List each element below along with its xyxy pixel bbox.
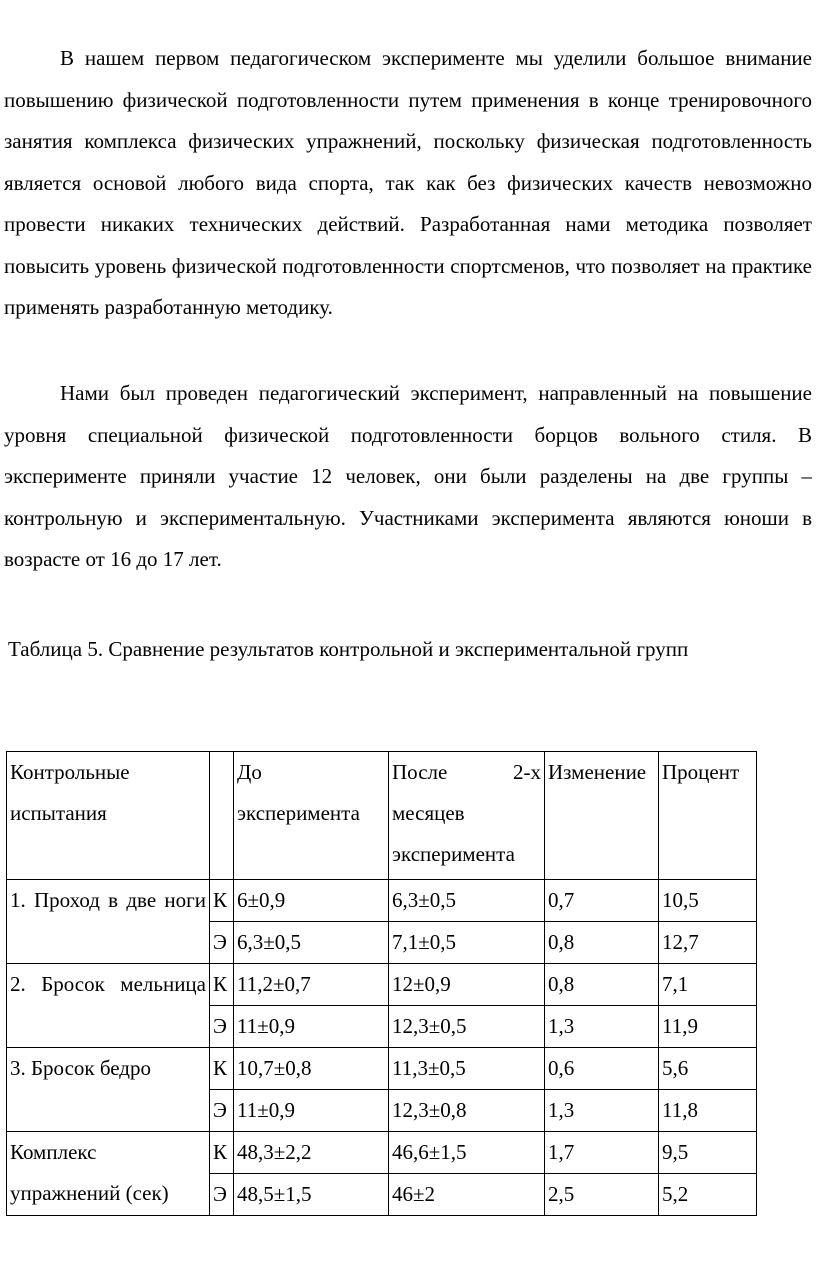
change-cell: 1,7 — [545, 1132, 659, 1174]
change-cell: 0,8 — [545, 922, 659, 964]
before-cell: 11,2±0,7 — [234, 964, 389, 1006]
header-change: Изменение — [545, 752, 659, 880]
table-header-row — [7, 752, 757, 880]
before-cell: 11±0,9 — [234, 1006, 389, 1048]
table-row — [7, 1132, 757, 1174]
percent-cell: 12,7 — [659, 922, 757, 964]
group-cell: Э — [210, 1006, 234, 1048]
change-cell: 0,7 — [545, 880, 659, 922]
percent-cell: 11,9 — [659, 1006, 757, 1048]
header-after-c: месяцев эксперимента — [392, 801, 515, 866]
table-row — [7, 964, 757, 1006]
after-cell: 11,3±0,5 — [389, 1048, 545, 1090]
paragraph-2-text: Нами был проведен педагогический эксперимент, направленный на повышение уровня специальной физической подготовленности борцов вольного стиля. В эксперименте приняли участие 12 человек, они были разделены на две группы – контрольную и экспериментальную. Участниками эксперимента являются юноши в возрасте от 16 до 17 лет. — [4, 381, 812, 571]
percent-cell: 10,5 — [659, 880, 757, 922]
table-caption: Таблица 5. Сравнение результатов контрольной и экспериментальной групп — [8, 637, 689, 661]
table-row — [7, 880, 757, 922]
before-cell: 48,5±1,5 — [234, 1174, 389, 1216]
test-name-cell: 3. Бросок бедро — [7, 1048, 210, 1132]
after-cell: 6,3±0,5 — [389, 880, 545, 922]
group-cell: Э — [210, 1174, 234, 1216]
before-cell: 10,7±0,8 — [234, 1048, 389, 1090]
after-cell: 7,1±0,5 — [389, 922, 545, 964]
results-table — [6, 751, 757, 1216]
paragraph-2 — [4, 373, 812, 581]
before-cell: 11±0,9 — [234, 1090, 389, 1132]
percent-cell: 5,2 — [659, 1174, 757, 1216]
header-group — [210, 752, 234, 880]
percent-cell: 5,6 — [659, 1048, 757, 1090]
table-row — [7, 1048, 757, 1090]
before-cell: 48,3±2,2 — [234, 1132, 389, 1174]
test-name-cell: 2. Бросок мельница — [7, 964, 210, 1048]
group-cell: Э — [210, 1090, 234, 1132]
group-cell: К — [210, 1048, 234, 1090]
percent-cell: 7,1 — [659, 964, 757, 1006]
header-after-a: После — [392, 760, 448, 784]
change-cell: 1,3 — [545, 1006, 659, 1048]
change-cell: 0,6 — [545, 1048, 659, 1090]
group-cell: Э — [210, 922, 234, 964]
after-cell: 12,3±0,5 — [389, 1006, 545, 1048]
paragraph-1 — [4, 38, 812, 329]
header-after-b: 2-х — [513, 760, 541, 784]
after-cell: 12,3±0,8 — [389, 1090, 545, 1132]
test-name-cell: 1. Проход в две ноги — [7, 880, 210, 964]
before-cell: 6±0,9 — [234, 880, 389, 922]
header-after — [389, 752, 545, 880]
percent-cell: 9,5 — [659, 1132, 757, 1174]
group-cell: К — [210, 964, 234, 1006]
group-cell: К — [210, 880, 234, 922]
paragraph-1-text: В нашем первом педагогическом эксперименте мы уделили большое внимание повышению физической подготовленности путем применения в конце тренировочного занятия комплекса физических упражнений, поскольку физическая подготовленность является основой любого вида спорта, так как без физических качеств невозможно провести никаких технических действий. Разработанная нами методика позволяет повысить уровень физической подготовленности спортсменов, что позволяет на практике применять разработанную методику. — [4, 46, 812, 319]
before-cell: 6,3±0,5 — [234, 922, 389, 964]
change-cell: 1,3 — [545, 1090, 659, 1132]
header-percent: Процент — [659, 752, 757, 880]
test-name-cell: Комплекс упражнений (сек) — [7, 1132, 210, 1216]
header-test: Контрольные испытания — [7, 752, 210, 880]
change-cell: 0,8 — [545, 964, 659, 1006]
group-cell: К — [210, 1132, 234, 1174]
after-cell: 46,6±1,5 — [389, 1132, 545, 1174]
change-cell: 2,5 — [545, 1174, 659, 1216]
header-before: До эксперимента — [234, 752, 389, 880]
percent-cell: 11,8 — [659, 1090, 757, 1132]
after-cell: 12±0,9 — [389, 964, 545, 1006]
after-cell: 46±2 — [389, 1174, 545, 1216]
